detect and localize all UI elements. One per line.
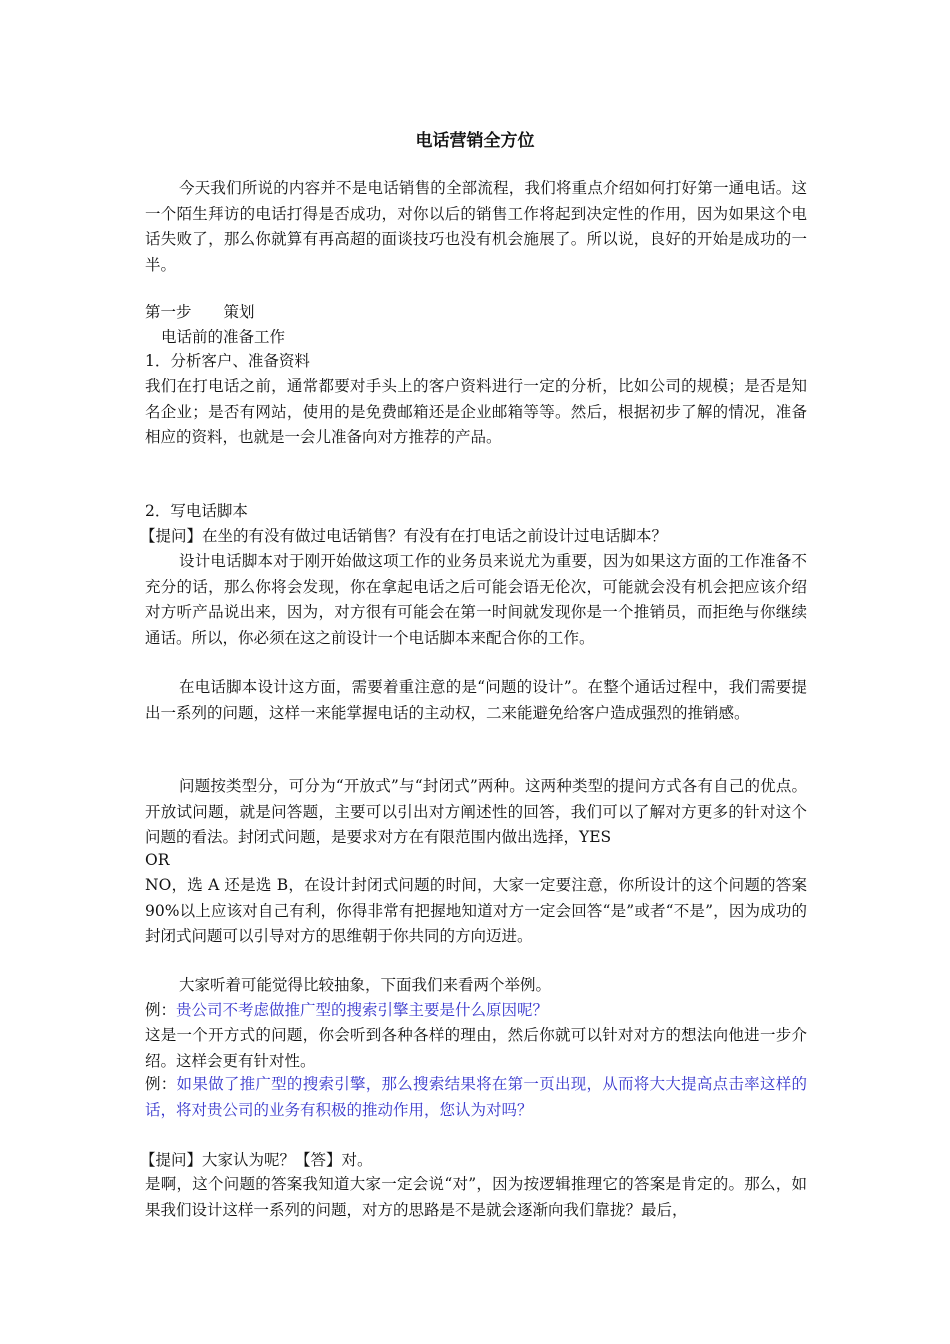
script-paragraph-1: 设计电话脚本对于刚开始做这项工作的业务员来说尤为重要，因为如果这方面的工作准备不充分的话，那么你将会发现，你在拿起电话之后可能会语无伦次，可能就会没有机会把应该介绍对方听产品说出来，因为，对方很有可能会在第一时间就发现你是一个推销员，而拒绝与你继续通话。所以，你必须在这之前设计一个电话脚本来配合你的工作。	[145, 552, 807, 647]
step-heading	[145, 300, 807, 326]
question-types-paragraph: 问题按类型分，可分为“开放式”与“封闭式”两种。这两种类型的提问方式各有自己的优点。开放试问题，就是问答题，主要可以引出对方阐述性的回答，我们可以了解对方更多的针对这个问题的看法。封闭式问题，是要求对方在有限范围内做出选择，YES	[145, 777, 807, 846]
example-2-text: 如果做了推广型的搜索引擎，那么搜索结果将在第一页出现，从而将大大提高点击率这样的话，将对贵公司的业务有积极的推动作用，您认为对吗？	[145, 1075, 807, 1119]
question-line: 【提问】在坐的有没有做过电话销售？有没有在打电话之前设计过电话脚本？	[140, 527, 668, 545]
example-2-label: 例：	[145, 1075, 177, 1093]
script-paragraph-2: 在电话脚本设计这方面，需要着重注意的是“问题的设计”。在整个通话过程中，我们需要提出一系列的问题，这样一来能掌握电话的主动权，二来能避免给客户造成强烈的推销感。	[145, 678, 807, 722]
example-1-label: 例：	[145, 1001, 177, 1019]
item1-body: 我们在打电话之前，通常都要对手头上的客户资料进行一定的分析，比如公司的规模；是否是知名企业；是否有网站，使用的是免费邮箱还是企业邮箱等等。然后，根据初步了解的情况，准备相应的资料，也就是一会儿准备向对方推荐的产品。	[145, 377, 807, 446]
document-title: 电话营销全方位	[415, 131, 535, 151]
step-name: 策划	[223, 303, 255, 321]
section-heading-prep: 电话前的准备工作	[161, 328, 286, 346]
qa-line: 【提问】大家认为呢？【答】对。	[140, 1151, 373, 1169]
step-label: 第一步	[145, 303, 192, 321]
item1-heading: 1．分析客户、准备资料	[145, 352, 310, 370]
intro-paragraph: 今天我们所说的内容并不是电话销售的全部流程，我们将重点介绍如何打好第一通电话。这一个陌生拜访的电话打得是否成功，对你以后的销售工作将起到决定性的作用，因为如果这个电话失败了，那么你就算有再高超的面谈技巧也没有机会施展了。所以说，良好的开始是成功的一半。	[145, 179, 807, 274]
example-1-text: 贵公司不考虑做推广型的搜索引擎主要是什么原因呢？	[176, 1001, 549, 1019]
item2-heading: 2．写电话脚本	[145, 502, 248, 520]
example-2	[145, 1072, 807, 1123]
examples-intro: 大家听着可能觉得比较抽象，下面我们来看两个举例。	[179, 976, 552, 994]
example-1-note: 这是一个开方式的问题，你会听到各种各样的理由，然后你就可以针对对方的想法向他进一步介绍。这样会更有针对性。	[145, 1026, 807, 1070]
closed-question-paragraph: NO，选 A 还是选 B，在设计封闭式问题的时间，大家一定要注意，你所设计的这个问题的答案 90%以上应该对自己有利，你得非常有把握地知道对方一定会回答“是”或者“不是”，因为成功的封闭式问题可以引导对方的思维朝于你共同的方向迈进。	[145, 876, 807, 945]
question-types-or: OR	[145, 851, 170, 869]
closing-paragraph: 是啊，这个问题的答案我知道大家一定会说“对”，因为按逻辑推理它的答案是肯定的。那么，如果我们设计这样一系列的问题，对方的思路是不是就会逐渐向我们靠拢？最后，	[145, 1175, 807, 1219]
example-1	[145, 998, 807, 1024]
